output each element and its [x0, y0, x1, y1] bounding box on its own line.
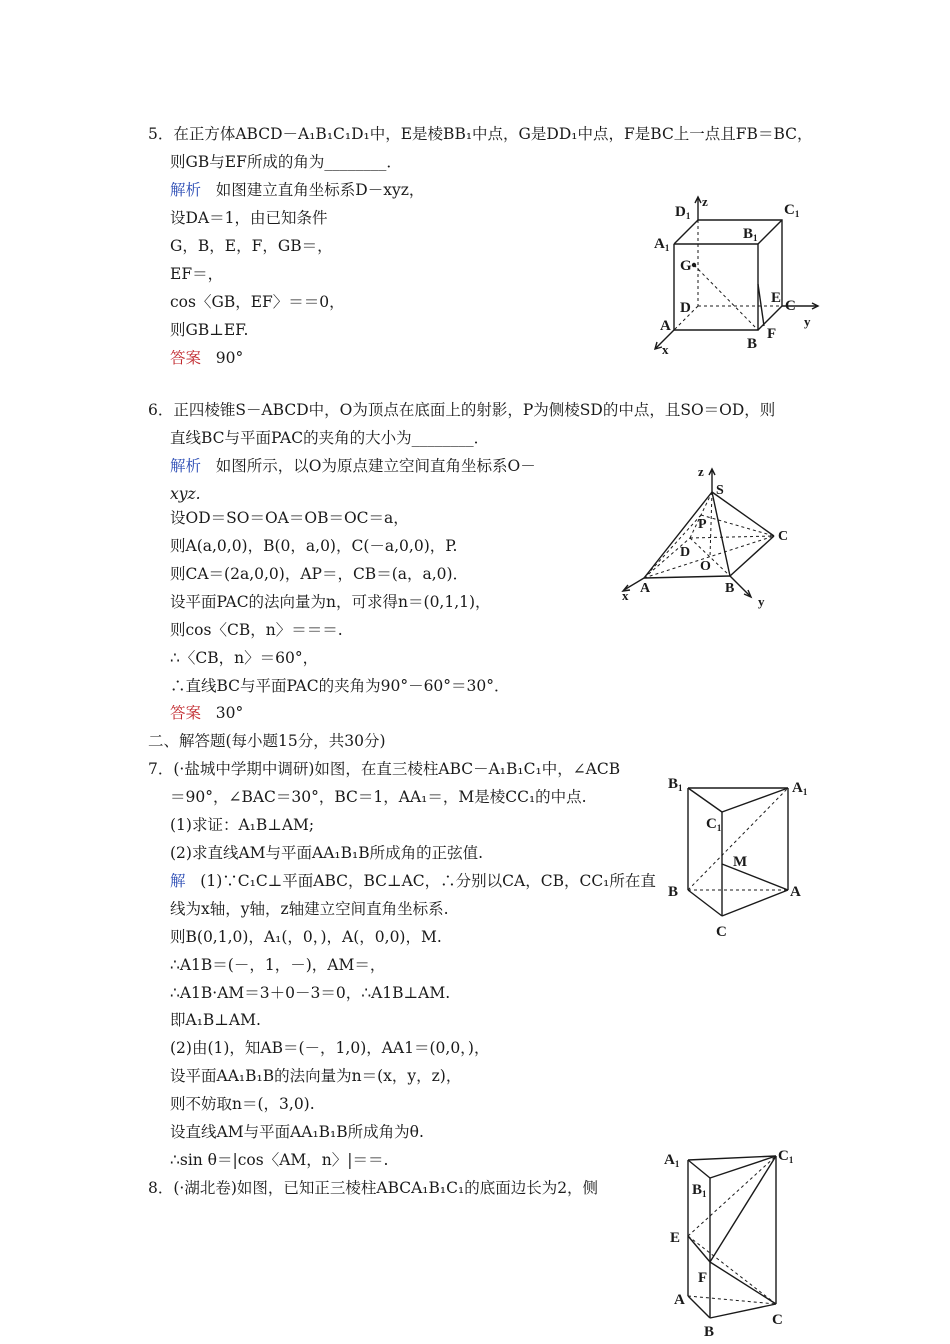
point-g	[692, 263, 696, 267]
p6-answer-line	[170, 703, 243, 723]
label-m: M	[733, 854, 748, 870]
label-a: A	[674, 1292, 685, 1308]
p7-question-line-4: (2)求直线AM与平面AA₁B₁B所成角的正弦值.	[170, 844, 484, 862]
p7-solution-line-7: (2)由(1)，知AB＝(－，1,0)，AA1＝(0,0，)，	[170, 1039, 490, 1057]
p8-question-line-1: 8．(·湖北卷)如图，已知正三棱柱ABCA₁B₁C₁的底面边长为2，侧	[148, 1179, 599, 1197]
p7-question-line-1: 7．(·盐城中学期中调研)如图，在直三棱柱ABC－A₁B₁C₁中，∠ACB	[148, 760, 621, 778]
label-s: S	[716, 483, 724, 498]
p7-solution-line-6: 即A₁B⊥AM.	[170, 1011, 261, 1029]
label-c: C	[716, 924, 727, 940]
p7-solution-line-1	[170, 871, 656, 891]
p7-solution-line-4: ∴A1B＝(－，1，－)，AM＝，	[170, 956, 386, 974]
prism-figure-7	[662, 770, 822, 945]
edge-ac	[688, 1296, 776, 1304]
p5-analysis-text: 如图建立直角坐标系D－xyz，	[215, 181, 425, 199]
edge-dc	[690, 536, 774, 538]
label-b1: $B_1$	[668, 776, 683, 793]
label-a: A	[790, 884, 801, 900]
p7-solution-line-10: 设直线AM与平面AA₁B₁B所成角为θ.	[170, 1123, 424, 1141]
label-d: D	[680, 300, 691, 316]
p6-analysis-line-1	[170, 456, 536, 476]
p6-analysis-line-2: xyz.	[170, 485, 201, 503]
p6-question-line-2: 直线BC与平面PAC的夹角的大小为________．	[170, 429, 490, 447]
p6-analysis-line-8: ∴〈CB，n〉＝60°，	[170, 649, 319, 667]
label-z: z	[698, 464, 704, 479]
edge-bc	[730, 536, 774, 576]
p6-analysis-line-9: ∴直线BC与平面PAC的夹角为90°－60°＝30°．	[170, 677, 510, 695]
p7-question-line-3: (1)求证：A₁B⊥AM;	[170, 816, 315, 834]
segment-ef	[758, 284, 764, 326]
label-y: y	[758, 594, 765, 609]
label-c: C	[785, 298, 796, 314]
p6-analysis-line-6: 设平面PAC的法向量为n，可求得n＝(0,1,1)，	[170, 593, 491, 611]
label-d1: $D_1$	[675, 204, 691, 221]
label-b: B	[725, 581, 735, 596]
daan-tag: 答案	[170, 704, 202, 722]
prism-figure-8	[660, 1142, 810, 1342]
p5-analysis-line-2: 设DA＝1，由已知条件	[170, 209, 328, 227]
segment-a1b	[688, 788, 788, 890]
label-c: C	[778, 529, 789, 544]
cube-figure	[646, 192, 826, 362]
label-b1: $B_1$	[743, 226, 758, 243]
label-e: E	[771, 290, 782, 306]
p5-answer-line	[170, 348, 243, 368]
segment-pc	[701, 515, 774, 536]
segment-gb	[694, 265, 758, 330]
section-2-heading: 二、解答题(每小题15分，共30分)	[148, 732, 386, 750]
label-b1: $B_1$	[692, 1182, 707, 1199]
label-a: A	[640, 581, 651, 596]
segment-ef	[688, 1236, 710, 1262]
p6-analysis-line-3: 设OD＝SO＝OA＝OB＝OC＝a，	[170, 509, 409, 527]
p7-solution-line-5: ∴A1B·AM＝3＋0－3＝0，∴A1B⊥AM.	[170, 984, 451, 1002]
label-a1: $A_1$	[792, 780, 808, 797]
pyramid-figure	[618, 462, 798, 612]
edge-sb	[712, 492, 730, 576]
label-x: x	[662, 342, 669, 357]
jiexi-tag: 解析	[170, 181, 202, 199]
p6-analysis-line-4: 则A(a,0,0)，B(0，a,0)，C(－a,0,0)，P.	[170, 537, 458, 555]
cube-edge-a1d1	[674, 220, 698, 244]
p5-answer: 90°	[215, 349, 244, 367]
p7-solution-line-2: 线为x轴，y轴，z轴建立空间直角坐标系.	[170, 900, 449, 918]
p5-question-line-1: 5．在正方体ABCD－A₁B₁C₁D₁中，E是棱BB₁中点，G是DD₁中点，F是BC上一点且FB＝BC，	[148, 125, 813, 143]
p7-solution-text: (1)∵C₁C⊥平面ABC，BC⊥AC，∴分别以CA，CB，CC₁所在直	[200, 872, 656, 890]
p5-analysis-line-3: G，B，E，F，GB＝，	[170, 237, 333, 255]
edge-bc	[688, 890, 722, 916]
p7-question-line-2: ＝90°，∠BAC＝30°，BC＝1，AA₁＝，M是棱CC₁的中点.	[170, 788, 587, 806]
p5-analysis-line-4: EF＝，	[170, 265, 224, 283]
p6-analysis-line-7: 则cos〈CB，n〉＝＝＝.	[170, 621, 343, 639]
label-f: F	[698, 1270, 708, 1286]
label-f: F	[767, 326, 777, 342]
label-c1: $C_1$	[778, 1148, 794, 1165]
label-o: O	[700, 559, 711, 574]
segment-fc1	[710, 1156, 776, 1262]
label-a: A	[660, 318, 671, 334]
label-d: D	[680, 545, 691, 560]
p5-analysis-line-5: cos〈GB，EF〉＝＝0，	[170, 293, 345, 311]
edge-ca	[722, 890, 788, 916]
label-z: z	[702, 194, 708, 209]
label-c: C	[772, 1312, 783, 1328]
p6-question-line-1: 6．正四棱锥S－ABCD中，O为顶点在底面上的射影，P为侧棱SD的中点，且SO＝OD，则	[148, 401, 776, 419]
label-y: y	[804, 314, 811, 329]
p5-question-line-2: 则GB与EF所成的角为________．	[170, 153, 402, 171]
edge-a1b1	[688, 1160, 710, 1178]
label-g: G	[680, 258, 692, 274]
label-c1: $C_1$	[784, 202, 800, 219]
p7-solution-line-11: ∴sin θ＝|cos〈AM，n〉|＝＝.	[170, 1151, 389, 1169]
daan-tag: 答案	[170, 349, 202, 367]
p7-solution-line-8: 设平面AA₁B₁B的法向量为n＝(x，y，z)，	[170, 1067, 462, 1085]
cube-edge-b1c1	[758, 220, 782, 244]
jiexi-tag: 解析	[170, 457, 202, 475]
p5-analysis-line-1	[170, 180, 424, 200]
label-c1: $C_1$	[706, 816, 722, 833]
segment-ma	[722, 864, 788, 890]
label-b: B	[668, 884, 679, 900]
label-e: E	[670, 1230, 681, 1246]
edge-c1a1	[722, 788, 788, 812]
p6-analysis-text: 如图所示，以O为原点建立空间直角坐标系O－	[215, 457, 536, 475]
edge-b1c1	[710, 1156, 776, 1178]
label-a1: $A_1$	[654, 236, 670, 253]
p7-solution-line-9: 则不妨取n＝(，3,0).	[170, 1095, 315, 1113]
edge-bc	[710, 1304, 776, 1318]
label-b: B	[704, 1324, 715, 1340]
segment-so	[710, 492, 712, 557]
p6-analysis-line-5: 则CA＝(2a,0,0)，AP＝，CB＝(a，a,0)．	[170, 565, 469, 583]
p6-answer: 30°	[215, 704, 244, 722]
p7-solution-line-3: 则B(0,1,0)，A₁(，0，)，A(，0,0)，M.	[170, 928, 442, 946]
label-x: x	[622, 588, 629, 603]
edge-b1c1	[688, 788, 722, 812]
label-a1: $A_1$	[664, 1152, 680, 1169]
edge-ab	[644, 576, 730, 578]
p5-analysis-line-6: 则GB⊥EF.	[170, 321, 249, 339]
edge-a1c1	[688, 1156, 776, 1160]
label-p: P	[698, 517, 707, 532]
label-b: B	[747, 336, 758, 352]
jie-tag: 解	[170, 872, 186, 890]
segment-fc	[710, 1262, 776, 1304]
edge-ab	[688, 1296, 710, 1318]
edge-sc	[712, 492, 774, 536]
